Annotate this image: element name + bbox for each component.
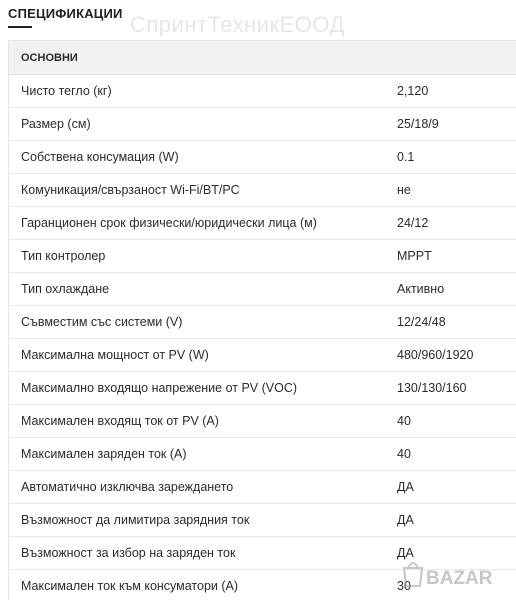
spec-label: Максимално входящо напрежение от PV (VOC)	[21, 381, 298, 395]
table-row	[9, 339, 516, 372]
spec-value: 480/960/1920	[397, 348, 474, 362]
spec-value: 12/24/48	[397, 315, 446, 329]
spec-value: ДА	[397, 480, 414, 494]
page-title: СПЕЦИФИКАЦИИ	[8, 6, 123, 21]
table-row	[9, 240, 516, 273]
spec-label: Възможност за избор на заряден ток	[21, 546, 236, 560]
table-row	[9, 372, 516, 405]
table-row	[9, 471, 516, 504]
spec-value: 30	[397, 579, 411, 593]
spec-table	[8, 40, 516, 600]
spec-label: Съвместим със системи (V)	[21, 315, 183, 329]
table-row	[9, 174, 516, 207]
spec-label: Размер (см)	[21, 117, 91, 131]
spec-label: Възможност да лимитира зарядния ток	[21, 513, 250, 527]
spec-label: Тип охлаждане	[21, 282, 110, 296]
spec-value: 24/12	[397, 216, 429, 230]
spec-value: 25/18/9	[397, 117, 439, 131]
table-row	[9, 504, 516, 537]
table-row	[9, 75, 516, 108]
spec-label: Тип контролер	[21, 249, 106, 263]
table-row	[9, 438, 516, 471]
spec-label: Максимален ток към консуматори (A)	[21, 579, 239, 593]
bag-icon	[404, 563, 422, 586]
spec-value: 130/130/160	[397, 381, 467, 395]
spec-value: 40	[397, 447, 411, 461]
spec-label: Максимален входящ ток от PV (A)	[21, 414, 219, 428]
table-row	[9, 273, 516, 306]
spec-label: Автоматично изключва зареждането	[21, 480, 234, 494]
spec-value: не	[397, 183, 411, 197]
spec-value: MPPT	[397, 249, 432, 263]
section-header: ОСНОВНИ	[9, 41, 516, 75]
table-row	[9, 108, 516, 141]
spec-label: Максимална мощност от PV (W)	[21, 348, 209, 362]
spec-label: Комуникация/свързаност Wi-Fi/BT/PC	[21, 183, 240, 197]
spec-value: 40	[397, 414, 411, 428]
spec-value: ДА	[397, 546, 414, 560]
spec-label: Максимален заряден ток (A)	[21, 447, 187, 461]
spec-value: Активно	[397, 282, 445, 296]
spec-label: Собствена консумация (W)	[21, 150, 179, 164]
watermark: СпринтТехникЕООД	[130, 12, 345, 37]
table-row	[9, 141, 516, 174]
logo-text: BAZAR	[426, 568, 493, 589]
spec-value: ДА	[397, 513, 414, 527]
spec-value: 0.1	[397, 150, 415, 164]
table-row	[9, 306, 516, 339]
table-row	[9, 207, 516, 240]
spec-label: Гаранционен срок физически/юридически лица (м)	[21, 216, 317, 230]
title-underline	[8, 26, 32, 28]
spec-label: Чисто тегло (кг)	[21, 84, 112, 98]
bazar-logo	[400, 554, 510, 594]
spec-value: 2,120	[397, 84, 429, 98]
table-row	[9, 405, 516, 438]
